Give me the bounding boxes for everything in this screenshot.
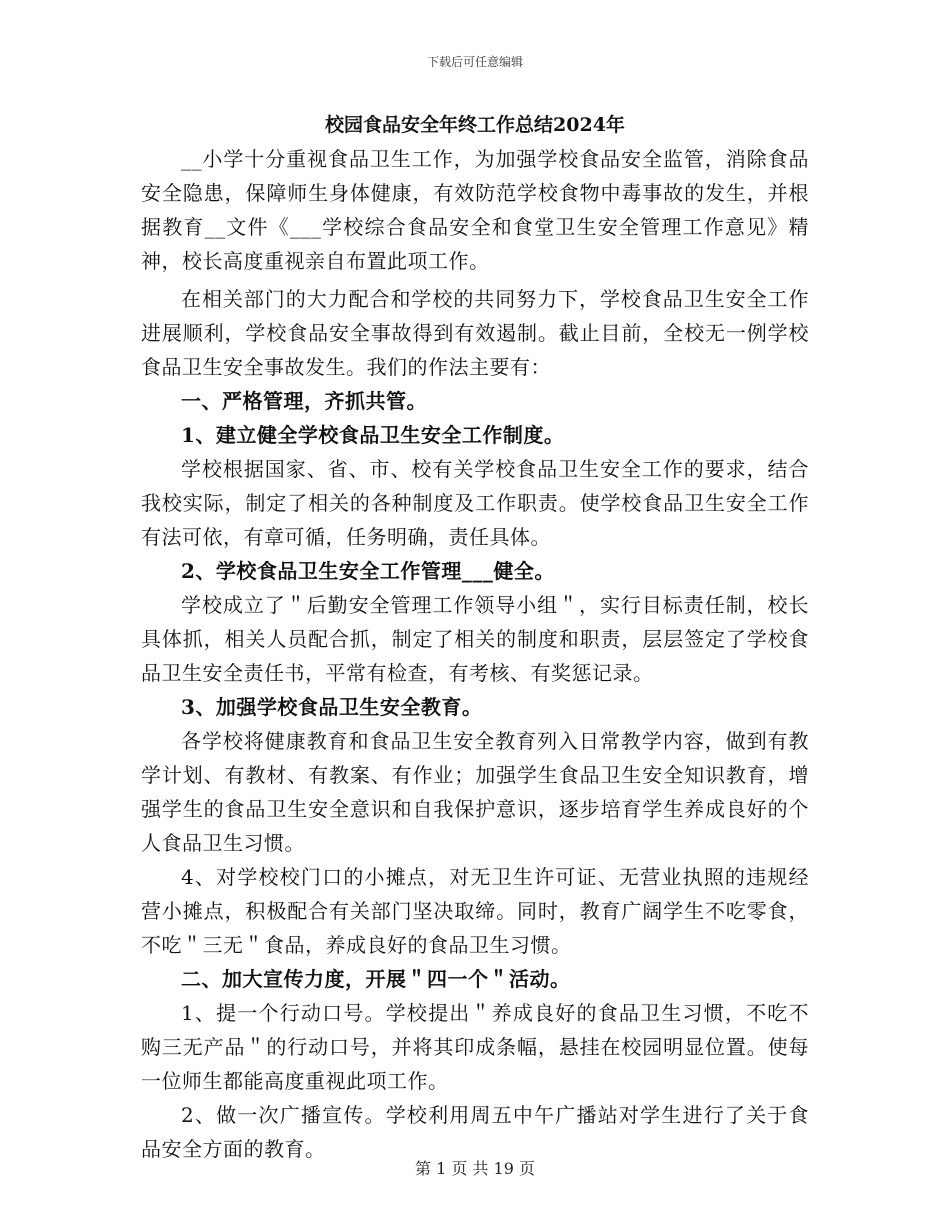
- paragraph-education: 各学校将健康教育和食品卫生安全教育列入日常教学内容，做到有教学计划、有教材、有教案、有作业；加强学生食品卫生安全知识教育，增强学生的食品卫生安全意识和自我保护意识，逐步培育学生养成良好的个人食品卫生习惯。: [141, 729, 809, 855]
- document-title: 校园食品安全年终工作总结2024年: [325, 114, 625, 136]
- document-body: [141, 108, 809, 1166]
- subheading-1-2: 2、学校食品卫生安全工作管理___健全。: [181, 559, 555, 583]
- paragraph-broadcast: 2、做一次广播宣传。学校利用周五中午广播站对学生进行了关于食品安全方面的教育。: [141, 1103, 809, 1161]
- paragraph-system: 学校根据国家、省、市、校有关学校食品卫生安全工作的要求，结合我校实际，制定了相关的各种制度及工作职责。使学校食品卫生安全工作有法可依，有章可循，任务明确，责任具体。: [141, 457, 809, 549]
- header-note: 下载后可任意编辑: [426, 55, 523, 69]
- paragraph-intro: __小学十分重视食品卫生工作，为加强学校食品安全监管，消除食品安全隐患，保障师生身体健康，有效防范学校食物中毒事故的发生，并根据教育__文件《___学校综合食品安全和食堂卫生安全管理工作意见》精神，校长高度重视亲自布置此项工作。: [141, 147, 809, 273]
- section-heading-1: 一、严格管理，齐抓共管。: [181, 389, 427, 413]
- paragraph-organization: 学校成立了＂后勤安全管理工作领导小组＂，实行目标责任制，校长具体抓，相关人员配合抓，制定了相关的制度和职责，层层签定了学校食品卫生安全责任书，平常有检查，有考核、有奖惩记录。: [141, 593, 809, 685]
- section-heading-2: 二、加大宣传力度，开展＂四一个＂活动。: [181, 967, 571, 991]
- subheading-1-1: 1、建立健全学校食品卫生安全工作制度。: [181, 423, 565, 447]
- paragraph-progress: 在相关部门的大力配合和学校的共同努力下，学校食品卫生安全工作进展顺利，学校食品安全事故得到有效遏制。截止目前，全校无一例学校食品卫生安全事故发生。我们的作法主要有：: [141, 287, 809, 379]
- paragraph-slogan: 1、提一个行动口号。学校提出＂养成良好的食品卫生习惯，不吃不购三无产品＂的行动口号，并将其印成条幅，悬挂在校园明显位置。使每一位师生都能高度重视此项工作。: [141, 1001, 809, 1093]
- paragraph-vendors: 4、对学校校门口的小摊点，对无卫生许可证、无营业执照的违规经营小摊点，积极配合有关部门坚决取缔。同时，教育广阔学生不吃零食，不吃＂三无＂食品，养成良好的食品卫生习惯。: [141, 865, 809, 957]
- page-number-footer: 第 1 页 共 19 页: [415, 1159, 535, 1178]
- subheading-1-3: 3、加强学校食品卫生安全教育。: [181, 695, 483, 719]
